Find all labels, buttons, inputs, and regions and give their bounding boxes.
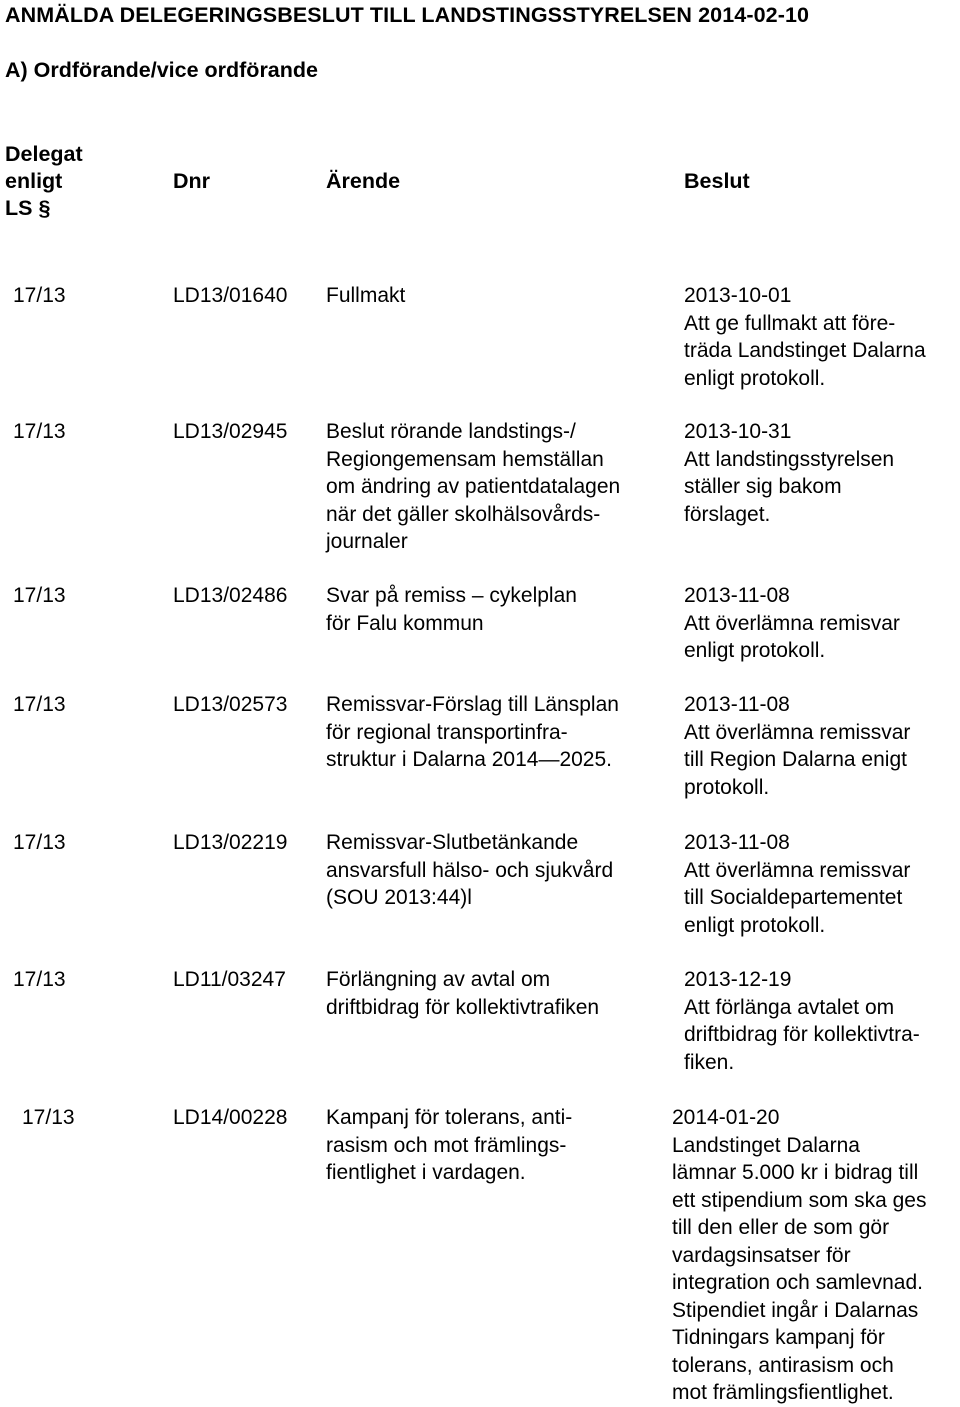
cell-delegat — [13, 691, 66, 719]
cell-arende-line: för Falu kommun — [326, 611, 484, 635]
cell-beslut-line: Landstinget Dalarna — [672, 1133, 860, 1157]
cell-beslut-line: integration och samlevnad. — [672, 1271, 923, 1294]
header-arende: Ärende — [326, 169, 401, 193]
cell-beslut-line: till Region Dalarna enigt — [684, 748, 907, 771]
cell-beslut-line: vardagsinsatser för — [672, 1243, 851, 1267]
cell-dnr-line: LD13/01640 — [173, 284, 288, 307]
cell-arende — [326, 966, 599, 1021]
cell-beslut — [684, 418, 894, 528]
cell-arende-line: om ändring av patientdatalagen — [326, 475, 621, 498]
cell-arende-line: ansvarsfull hälso- och sjukvård — [326, 858, 614, 882]
cell-beslut-line: Att överlämna remisvar — [684, 611, 900, 635]
cell-arende — [326, 1104, 572, 1187]
cell-arende-line: Förlängning av avtal om — [326, 968, 551, 991]
cell-beslut-line: till den eller de som gör — [672, 1216, 890, 1239]
cell-beslut-line: driftbidrag för kollektivtra- — [684, 1023, 920, 1046]
cell-beslut — [684, 966, 920, 1076]
cell-arende-line: Remissvar-Slutbetänkande — [326, 831, 579, 854]
cell-dnr-line: LD13/02573 — [173, 693, 288, 716]
cell-beslut — [684, 282, 926, 392]
cell-beslut-line: mot främlingsfientlighet. — [672, 1381, 894, 1404]
cell-beslut-line: Att landstingsstyrelsen — [684, 447, 895, 471]
cell-dnr — [173, 1104, 287, 1132]
cell-beslut-line: förslaget. — [684, 502, 771, 526]
cell-arende-line: för regional transportinfra- — [326, 720, 568, 744]
cell-dnr-line: LD13/02486 — [173, 584, 288, 607]
header-beslut: Beslut — [684, 169, 750, 193]
cell-delegat — [13, 418, 66, 446]
cell-arende-line: Beslut rörande landstings-/ — [326, 420, 576, 443]
cell-beslut-line: ett stipendium som ska ges — [672, 1188, 927, 1212]
cell-beslut-line: 2013-12-19 — [684, 968, 792, 991]
cell-dnr — [173, 418, 287, 446]
cell-delegat-line: 17/13 — [13, 693, 66, 716]
cell-beslut-line: protokoll. — [684, 775, 770, 799]
cell-delegat-line: 17/13 — [13, 420, 66, 443]
cell-beslut-line: lämnar 5.000 kr i bidrag till — [672, 1161, 919, 1184]
header-delegat-line2: enligt — [5, 169, 63, 193]
cell-dnr-line: LD13/02945 — [173, 420, 288, 443]
cell-arende — [326, 418, 620, 556]
cell-delegat — [13, 282, 66, 310]
cell-arende-line: rasism och mot främlings- — [326, 1133, 567, 1157]
cell-delegat-line: 17/13 — [13, 831, 66, 854]
cell-beslut-line: Att förlänga avtalet om — [684, 995, 895, 1019]
cell-arende-line: Kampanj för tolerans, anti- — [326, 1106, 573, 1129]
cell-beslut — [684, 691, 910, 801]
cell-dnr-line: LD11/03247 — [173, 968, 286, 991]
cell-beslut-line: tolerans, antirasism och — [672, 1353, 894, 1377]
cell-delegat-line: 17/13 — [13, 968, 66, 991]
cell-arende-line: struktur i Dalarna 2014—2025. — [326, 748, 612, 771]
cell-beslut-line: Tidningars kampanj för — [672, 1326, 885, 1349]
cell-arende-line: driftbidrag för kollektivtrafiken — [326, 995, 600, 1019]
header-dnr: Dnr — [173, 169, 211, 193]
cell-delegat-line: 17/13 — [22, 1106, 75, 1129]
header-delegat-line1: Delegat — [5, 142, 83, 166]
document-title: ANMÄLDA DELEGERINGSBESLUT TILL LANDSTINGSSTYRELSEN 2014-02-10 — [5, 3, 810, 27]
cell-beslut-line: 2014-01-20 — [672, 1106, 780, 1129]
cell-beslut-line: fiken. — [684, 1050, 735, 1074]
cell-beslut-line: Att överlämna remissvar — [684, 858, 911, 882]
cell-beslut-line: 2013-10-01 — [684, 284, 792, 307]
cell-arende-line: Regiongemensam hemställan — [326, 447, 604, 471]
cell-delegat — [13, 582, 66, 610]
cell-arende-line: Fullmakt — [326, 284, 406, 307]
cell-arende-line: journaler — [326, 530, 408, 553]
cell-beslut — [684, 582, 900, 665]
cell-dnr-line: LD13/02219 — [173, 831, 288, 854]
cell-dnr — [173, 966, 286, 994]
cell-beslut-line: ställer sig bakom — [684, 475, 842, 498]
cell-beslut — [672, 1104, 926, 1407]
cell-arende-line: Remissvar-Förslag till Länsplan — [326, 693, 619, 716]
cell-beslut-line: träda Landstinget Dalarna — [684, 339, 926, 362]
cell-beslut-line: Stipendiet ingår i Dalarnas — [672, 1298, 919, 1322]
cell-dnr — [173, 582, 287, 610]
cell-beslut-line: enligt protokoll. — [684, 639, 826, 662]
cell-beslut-line: 2013-10-31 — [684, 420, 792, 443]
cell-delegat-line: 17/13 — [13, 584, 66, 607]
cell-delegat — [22, 1104, 75, 1132]
cell-arende — [326, 691, 619, 774]
cell-arende — [326, 282, 405, 310]
cell-dnr — [173, 829, 287, 857]
cell-arende-line: fientlighet i vardagen. — [326, 1161, 526, 1184]
cell-dnr — [173, 282, 287, 310]
cell-dnr — [173, 691, 287, 719]
cell-arende — [326, 829, 613, 912]
cell-beslut-line: enligt protokoll. — [684, 913, 826, 937]
cell-delegat — [13, 966, 66, 994]
cell-arende-line: Svar på remiss – cykelplan — [326, 584, 577, 607]
cell-delegat-line: 17/13 — [13, 284, 66, 307]
cell-arende — [326, 582, 577, 637]
cell-beslut-line: enligt protokoll. — [684, 366, 826, 390]
cell-delegat — [13, 829, 66, 857]
cell-dnr-line: LD14/00228 — [173, 1106, 288, 1129]
cell-arende-line: när det gäller skolhälsovårds- — [326, 502, 601, 526]
cell-beslut-line: till Socialdepartementet — [684, 886, 903, 909]
cell-beslut-line: Att överlämna remissvar — [684, 720, 911, 744]
cell-beslut-line: 2013-11-08 — [684, 693, 790, 716]
cell-beslut-line: 2013-11-08 — [684, 584, 790, 607]
cell-beslut-line: 2013-11-08 — [684, 831, 790, 854]
cell-arende-line: (SOU 2013:44)l — [326, 886, 472, 909]
cell-beslut-line: Att ge fullmakt att före- — [684, 311, 896, 335]
header-delegat-line3: LS § — [5, 196, 51, 220]
section-heading: A) Ordförande/vice ordförande — [5, 58, 318, 82]
cell-beslut — [684, 829, 910, 939]
